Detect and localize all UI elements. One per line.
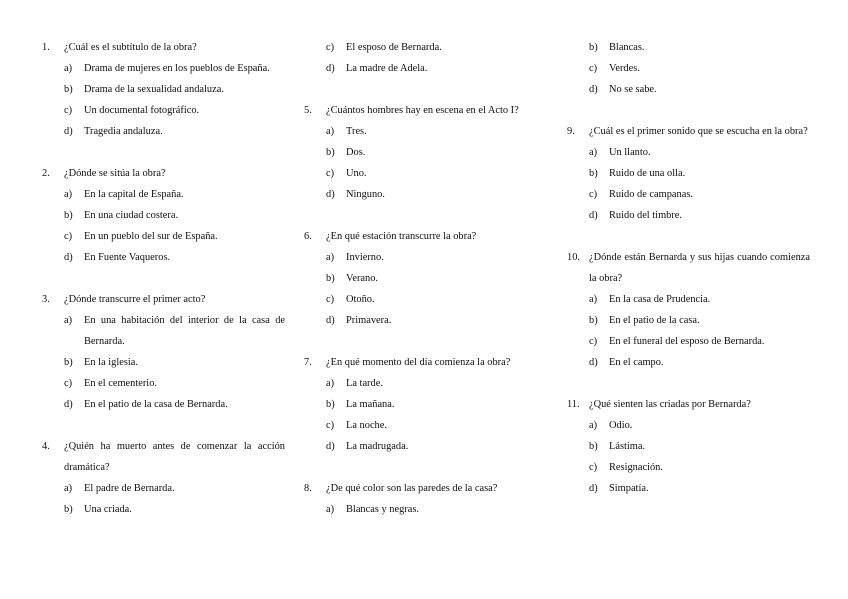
option-letter: c) [64, 105, 73, 116]
option-letter: d) [326, 441, 335, 452]
option-letter: a) [589, 294, 598, 305]
question-line [42, 163, 285, 184]
option-item [567, 163, 810, 184]
option-text: En el cementerio. [84, 378, 157, 389]
question-6 [304, 226, 547, 331]
option-text: Tragedia andaluza. [84, 126, 163, 137]
option-item [304, 289, 547, 310]
question-text: ¿Dónde se sitúa la obra? [64, 168, 166, 179]
option-letter: d) [326, 315, 335, 326]
question-number: 6. [304, 231, 312, 242]
option-item [567, 352, 810, 373]
option-letter: a) [64, 189, 73, 200]
option-item [42, 499, 285, 520]
option-item [567, 37, 810, 58]
option-text: Un llanto. [609, 147, 651, 158]
option-letter: c) [64, 378, 73, 389]
question-7 [304, 352, 547, 457]
option-item [42, 184, 285, 205]
option-text: Tres. [346, 126, 367, 137]
option-text: Blancas y negras. [346, 504, 419, 515]
option-letter: b) [326, 273, 335, 284]
option-item [304, 121, 547, 142]
option-item [304, 394, 547, 415]
option-letter: c) [326, 420, 335, 431]
question-5 [304, 100, 547, 205]
option-item [42, 79, 285, 100]
option-letter: b) [326, 147, 335, 158]
column-3 [567, 37, 810, 499]
question-line [42, 37, 285, 58]
option-letter: a) [326, 378, 335, 389]
question-line [304, 478, 547, 499]
column-1 [42, 37, 285, 520]
option-text: La mañana. [346, 399, 395, 410]
question-line [304, 226, 547, 247]
question-number: 8. [304, 483, 312, 494]
option-text: En la iglesia. [84, 357, 138, 368]
option-text: Dos. [346, 147, 366, 158]
question-number: 1. [42, 42, 50, 53]
question-line [567, 394, 810, 415]
option-text: No se sabe. [609, 84, 657, 95]
option-letter: c) [589, 63, 598, 74]
question-line [42, 289, 285, 310]
question-3 [42, 289, 285, 415]
option-item [304, 373, 547, 394]
question-8-continued [567, 37, 810, 100]
option-item [42, 478, 285, 499]
option-text: Primavera. [346, 315, 392, 326]
question-4 [42, 436, 285, 520]
option-item [42, 226, 285, 247]
option-text: En Fuente Vaqueros. [84, 252, 171, 263]
option-text: La tarde. [346, 378, 383, 389]
question-text: ¿Cuántos hombres hay en escena en el Acto I? [326, 105, 519, 116]
question-4-continued [304, 37, 547, 79]
option-item [42, 394, 285, 415]
option-text: En la casa de Prudencia. [609, 294, 711, 305]
option-item [42, 100, 285, 121]
option-text: Uno. [346, 168, 367, 179]
option-item [304, 247, 547, 268]
option-text: En una habitación del interior de la casa de Bernarda. [84, 315, 285, 347]
option-item [567, 331, 810, 352]
option-text: Ruido de campanas. [609, 189, 693, 200]
option-letter: c) [326, 168, 335, 179]
option-letter: d) [589, 483, 598, 494]
option-item [567, 310, 810, 331]
question-text: ¿Dónde transcurre el primer acto? [64, 294, 206, 305]
option-item [304, 499, 547, 520]
option-item [567, 142, 810, 163]
question-text: ¿De qué color son las paredes de la casa? [326, 483, 498, 494]
option-letter: b) [589, 168, 598, 179]
option-item [567, 58, 810, 79]
option-item [567, 457, 810, 478]
option-letter: d) [589, 84, 598, 95]
option-letter: a) [64, 63, 73, 74]
option-letter: b) [589, 441, 598, 452]
option-text: En un pueblo del sur de España. [84, 231, 218, 242]
option-text: Lástima. [609, 441, 646, 452]
question-line [42, 436, 285, 478]
option-letter: c) [589, 462, 598, 473]
question-text: ¿En qué estación transcurre la obra? [326, 231, 477, 242]
question-number: 2. [42, 168, 50, 179]
option-letter: b) [589, 315, 598, 326]
option-text: Verdes. [609, 63, 640, 74]
option-item [42, 310, 285, 352]
question-8 [304, 478, 547, 520]
option-item [42, 373, 285, 394]
option-item [304, 436, 547, 457]
option-letter: b) [64, 504, 73, 515]
option-letter: c) [64, 231, 73, 242]
option-letter: a) [589, 420, 598, 431]
option-text: Ruido del timbre. [609, 210, 683, 221]
option-item [304, 310, 547, 331]
question-10 [567, 247, 810, 373]
option-letter: a) [326, 126, 335, 137]
column-2 [304, 37, 547, 520]
option-item [42, 121, 285, 142]
option-text: La madre de Adela. [346, 63, 428, 74]
question-text: ¿En qué momento del día comienza la obra? [326, 357, 511, 368]
option-item [304, 58, 547, 79]
option-letter: c) [589, 189, 598, 200]
option-letter: b) [64, 357, 73, 368]
option-item [304, 184, 547, 205]
option-letter: d) [64, 126, 73, 137]
option-letter: b) [326, 399, 335, 410]
option-text: Drama de la sexualidad andaluza. [84, 84, 224, 95]
option-letter: a) [326, 252, 335, 263]
option-item [42, 58, 285, 79]
option-text: La noche. [346, 420, 387, 431]
option-letter: a) [64, 483, 73, 494]
option-letter: b) [64, 210, 73, 221]
question-text: ¿Dónde están Bernarda y sus hijas cuando comienza la obra? [589, 252, 810, 284]
option-item [42, 205, 285, 226]
option-text: En el patio de la casa. [609, 315, 700, 326]
option-letter: d) [64, 252, 73, 263]
option-item [42, 352, 285, 373]
option-letter: b) [64, 84, 73, 95]
option-item [567, 289, 810, 310]
option-letter: d) [589, 357, 598, 368]
question-text: ¿Cuál es el primer sonido que se escucha en la obra? [589, 126, 808, 137]
option-letter: a) [589, 147, 598, 158]
option-text: Ninguno. [346, 189, 385, 200]
question-line [567, 247, 810, 289]
question-number: 7. [304, 357, 312, 368]
option-letter: d) [589, 210, 598, 221]
option-text: Blancas. [609, 42, 645, 53]
option-letter: c) [326, 294, 335, 305]
option-item [304, 163, 547, 184]
question-text: ¿Qué sienten las criadas por Bernarda? [589, 399, 751, 410]
option-text: Otoño. [346, 294, 375, 305]
option-text: En el campo. [609, 357, 664, 368]
question-11 [567, 394, 810, 499]
option-text: En una ciudad costera. [84, 210, 179, 221]
option-text: La madrugada. [346, 441, 409, 452]
question-line [304, 100, 547, 121]
option-item [304, 142, 547, 163]
question-line [304, 352, 547, 373]
option-letter: c) [589, 336, 598, 347]
option-text: En el funeral del esposo de Bernarda. [609, 336, 765, 347]
option-text: Odio. [609, 420, 633, 431]
option-text: Verano. [346, 273, 379, 284]
option-text: Resignación. [609, 462, 663, 473]
question-number: 3. [42, 294, 50, 305]
option-item [567, 205, 810, 226]
option-letter: a) [326, 504, 335, 515]
option-text: Simpatía. [609, 483, 649, 494]
option-item [567, 436, 810, 457]
option-item [304, 268, 547, 289]
option-letter: a) [64, 315, 73, 326]
option-text: Ruido de una olla. [609, 168, 686, 179]
option-item [567, 79, 810, 100]
option-text: El padre de Bernarda. [84, 483, 175, 494]
question-1 [42, 37, 285, 142]
option-item [304, 37, 547, 58]
option-letter: d) [326, 63, 335, 74]
option-text: El esposo de Bernarda. [346, 42, 442, 53]
option-item [567, 184, 810, 205]
question-text: ¿Cuál es el subtítulo de la obra? [64, 42, 197, 53]
option-text: En el patio de la casa de Bernarda. [84, 399, 228, 410]
question-number: 4. [42, 441, 50, 452]
option-text: Una criada. [84, 504, 132, 515]
question-number: 9. [567, 126, 575, 137]
question-2 [42, 163, 285, 268]
option-item [567, 415, 810, 436]
option-text: En la capital de España. [84, 189, 184, 200]
option-item [304, 415, 547, 436]
question-9 [567, 121, 810, 226]
option-letter: c) [326, 42, 335, 53]
option-text: Drama de mujeres en los pueblos de España. [84, 63, 270, 74]
question-line [567, 121, 810, 142]
question-number: 11. [567, 399, 580, 410]
option-letter: d) [326, 189, 335, 200]
option-letter: b) [589, 42, 598, 53]
option-text: Invierno. [346, 252, 384, 263]
question-number: 5. [304, 105, 312, 116]
question-number: 10. [567, 252, 580, 263]
option-text: Un documental fotográfico. [84, 105, 200, 116]
option-item [567, 478, 810, 499]
question-text: ¿Quién ha muerto antes de comenzar la acción dramática? [64, 441, 285, 473]
option-item [42, 247, 285, 268]
option-letter: d) [64, 399, 73, 410]
